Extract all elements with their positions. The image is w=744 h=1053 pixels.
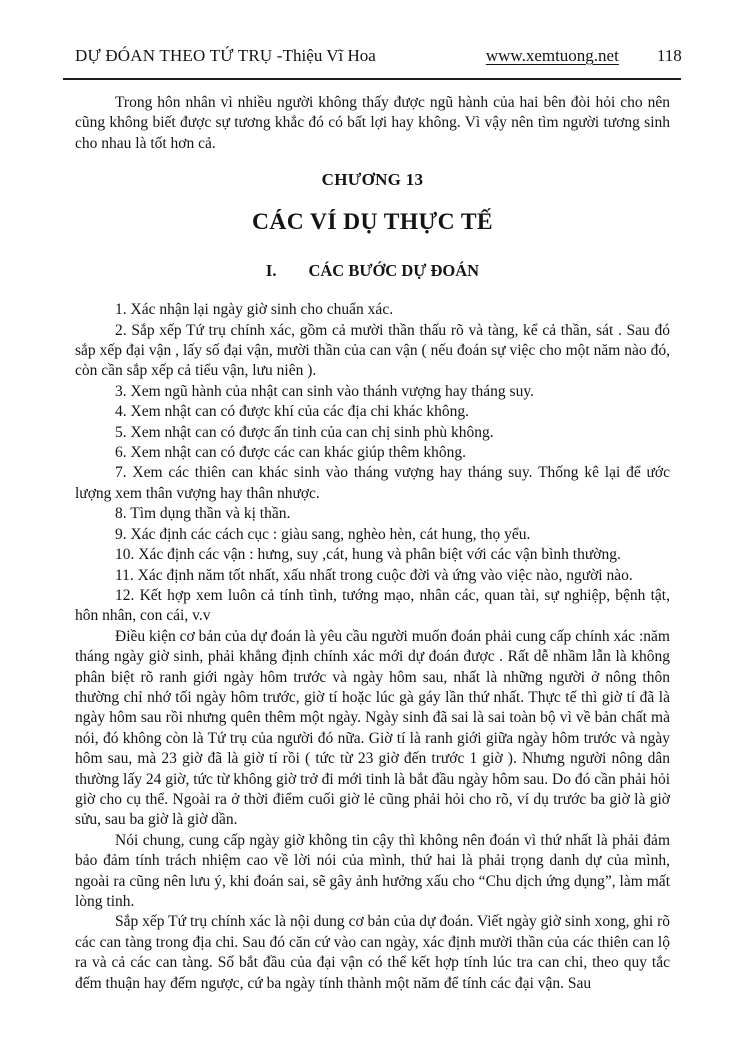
step-item: 8. Tìm dụng thần và kị thần. (115, 505, 291, 523)
step-item: 12. Kết hợp xem luôn cả tính tình, tướng mạo, nhân các, quan tài, sự nghiệp, bệnh tật, hôn nhân, con cái, v.v (75, 586, 670, 625)
chapter-title-heading: CÁC VÍ DỤ THỰC TẾ (252, 209, 493, 236)
body-paragraph: Nói chung, cung cấp ngày giờ không tin cậy thì không nên đoán vì thứ nhất là phải đảm bảo đảm tính trách nhiệm cao về lời nói của mình, thứ hai là phải trọng danh dự của mình, ngoài ra cũng nên lưu ý, khi đoán sai, sẽ gây ảnh hưởng xấu cho “Chu dịch ứng dụng”, làm mất lòng tinh. (75, 831, 670, 910)
step-item: 5. Xem nhật can có được ấn tinh của can chị sinh phù không. (115, 423, 494, 441)
step-item: 9. Xác định các cách cục : giàu sang, nghèo hèn, cát hung, thọ yểu. (115, 525, 531, 543)
step-item: 7. Xem các thiên can khác sinh vào tháng vượng hay tháng suy. Thống kê lại để ước lượng xem thân vượng hay thân nhược. (75, 464, 670, 502)
step-item: 6. Xem nhật can có được các can khác giúp thêm không. (115, 444, 467, 462)
step-item: 11. Xác định năm tốt nhất, xấu nhất trong cuộc đời và ứng vào việc nào, người nào. (115, 566, 633, 584)
header-page-number: 118 (656, 46, 682, 65)
section-heading (75, 261, 670, 281)
body-paragraph: Điều kiện cơ bản của dự đoán là yêu cầu người muốn đoán phải cung cấp chính xác :năm tháng ngày giờ sinh, phải khẳng định chính xác mới dự đoán được . Rất dễ nhầm lẫn là không phân biệt rõ ranh giới ngày hôm trước và ngày hôm sau, nhất là những người ở nông thôn thường chỉ nhớ tối ngày hôm trước, giờ tí hoặc lúc gà gáy lần thứ nhất. Thực tế thì giờ tí đã là ngày hôm sau rồi nhưng quên thêm một ngày. Ngày sinh đã sai là sai toàn bộ vì về bản chất mà nói, đó không còn là Tứ trụ của người đó nữa. Giờ tí là ranh giới giữa ngày hôm trước và ngày hôm sau, mà 23 giờ đã là giờ tí rồi ( tức từ 23 giờ đến trước 1 giờ ). Nhưng người nông dân thường lấy 24 giờ, tức từ không giờ trở đi mới tinh là bắt đầu ngày hôm sau. Do đó cần phải hỏi giờ cho cụ thể. Ngoài ra ở thời điểm cuối giờ lẻ cũng phải hỏi cho rõ, ví dụ trước ba giờ là giờ sửu, sau ba giờ là giờ dần. (75, 627, 670, 829)
step-item: 3. Xem ngũ hành của nhật can sinh vào thánh vượng hay tháng suy. (115, 382, 534, 400)
intro-paragraph: Trong hôn nhân vì nhiều người không thấy được ngũ hành của hai bên đòi hỏi cho nên cũng không biết được sự tương khắc đó có bất lợi hay không. Vì vậy nên tìm người tương sinh cho nhau là tốt hơn cả. (75, 94, 670, 152)
body-paragraphs (75, 627, 670, 994)
header-right-group (486, 46, 682, 66)
header-book-title: DỰ ĐÓAN THEO TỨ TRỤ - (75, 46, 283, 65)
chapter-number-heading: CHƯƠNG 13 (321, 170, 424, 190)
step-item: 2. Sắp xếp Tứ trụ chính xác, gồm cả mười thần thấu rõ và tàng, kể cả thần, sát . Sau đó sắp xếp đại vận , lấy số đại vận, mười thần của can vận ( nếu đoán sự việc cho một năm nào đó, còn cần sắp xếp cả tiểu vận, lưu niên ). (75, 321, 670, 380)
step-item: 1. Xác nhận lại ngày giờ sinh cho chuẩn xác. (115, 301, 394, 319)
section-number: I. (265, 261, 277, 281)
header-divider-rule (63, 78, 681, 80)
section-title: CÁC BƯỚC DỰ ĐOÁN (308, 261, 480, 281)
step-item: 4. Xem nhật can có được khí của các địa chi khác không. (115, 403, 470, 421)
body-paragraph: Sắp xếp Tứ trụ chính xác là nội dung cơ bản của dự đoán. Viết ngày giờ sinh xong, ghi rõ các can tàng trong địa chi. Sau đó căn cứ vào can ngày, xác định mười thần của các thiên can lộ ra và cả các can tàng. Số bắt đầu của đại vận có thể kết hợp tính lúc tra can chi, theo quy tắc đếm thuận hay đếm ngược, cứ ba ngày tính thành một năm để tính các đại vận. Sau (75, 913, 670, 992)
page-header (75, 46, 682, 66)
step-item: 10. Xác định các vận : hưng, suy ,cát, hung và phân biệt với các vận bình thường. (115, 546, 621, 564)
header-website-link[interactable]: www.xemtuong.net (485, 46, 619, 65)
header-author: Thiệu Vĩ Hoa (282, 46, 376, 65)
steps-list (75, 300, 670, 627)
